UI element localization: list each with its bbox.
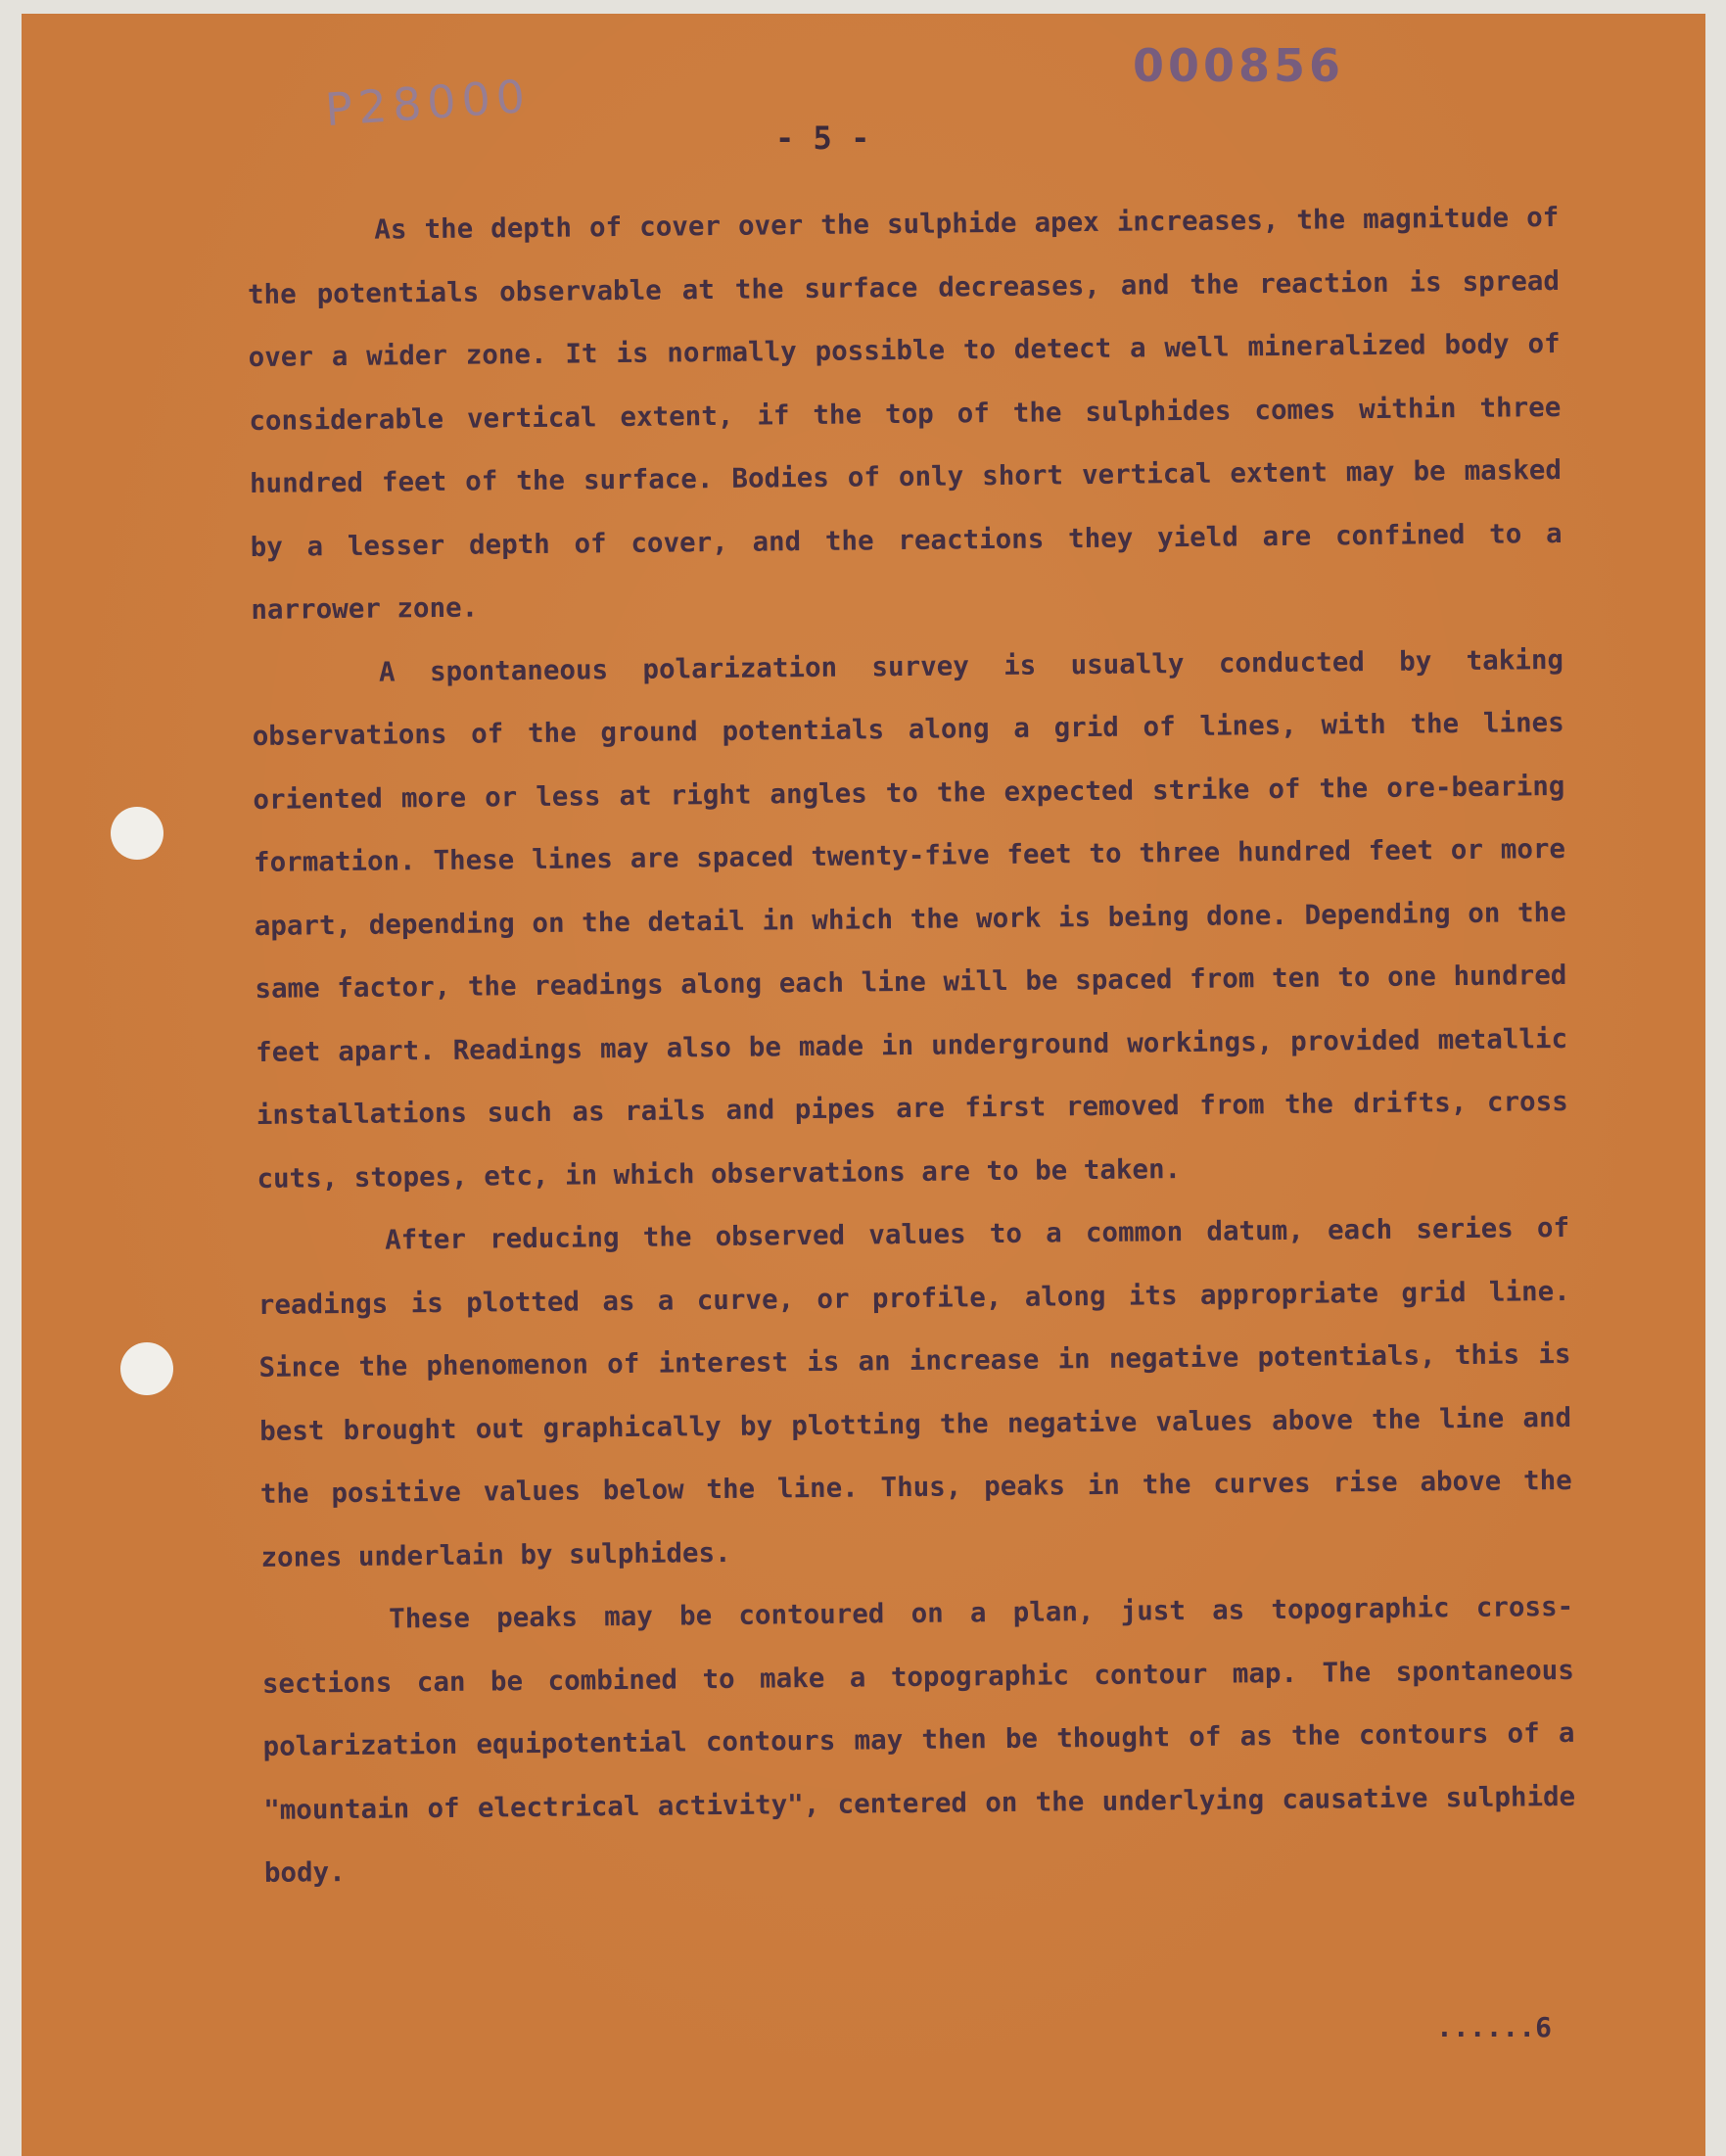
body-text <box>247 186 1576 1904</box>
paragraph-4: These peaks may be contoured on a plan, just as topographic cross-sections can be combined to make a topographic contour map. The spontaneous polarization equipotential contours may then be thought of as the contours of a "mountain of electrical activity", centered on the underlying causative sulphide body. <box>261 1590 1576 1889</box>
punch-hole-top <box>111 807 163 860</box>
archive-stamp-left: P28000 <box>323 69 533 137</box>
paragraph-3: After reducing the observed values to a common datum, each series of readings is plotted as a curve, or profile, along its appropriate grid line. Since the phenomenon of interest is an increase in negative potentials, this is best brought out graphically by plotting the negative values above the line and the positive values below the line. Thus, peaks in the curves rise above the zones underlain by sulphides. <box>257 1211 1572 1573</box>
page-number: - 5 - <box>775 119 870 157</box>
punch-hole-bottom <box>120 1342 173 1395</box>
paragraph-1: As the depth of cover over the sulphide apex increases, the magnitude of the potentials observable at the surface decreases, and the reaction is spread over a wider zone. It is normally possible to detect a well mineralized body of considerable vertical extent, if the top of the sulphides comes within three hundred feet of the surface. Bodies of only short vertical extent may be masked by a lesser depth of cover, and the reactions they yield are confined to a narrower zone. <box>247 201 1563 626</box>
archive-stamp-right: 000856 <box>1133 39 1345 92</box>
continued-marker: ......6 <box>1436 2011 1553 2043</box>
paragraph-2: A spontaneous polarization survey is usually conducted by taking observations of the ground potentials along a grid of lines, with the lines oriented more or less at right angles to the expected strike of the ore-bearing formation. These lines are spaced twenty-five feet to three hundred feet or more apart, depending on the detail in which the work is being done. Depending on the same factor, the readings along each line will be spaced from ten to one hundred feet apart. Readings may also be made in underground workings, provided metallic installations such as rails and pipes are first removed from the drifts, cross cuts, stopes, etc, in which observations are to be taken. <box>252 643 1568 1195</box>
document-page <box>22 14 1705 2156</box>
